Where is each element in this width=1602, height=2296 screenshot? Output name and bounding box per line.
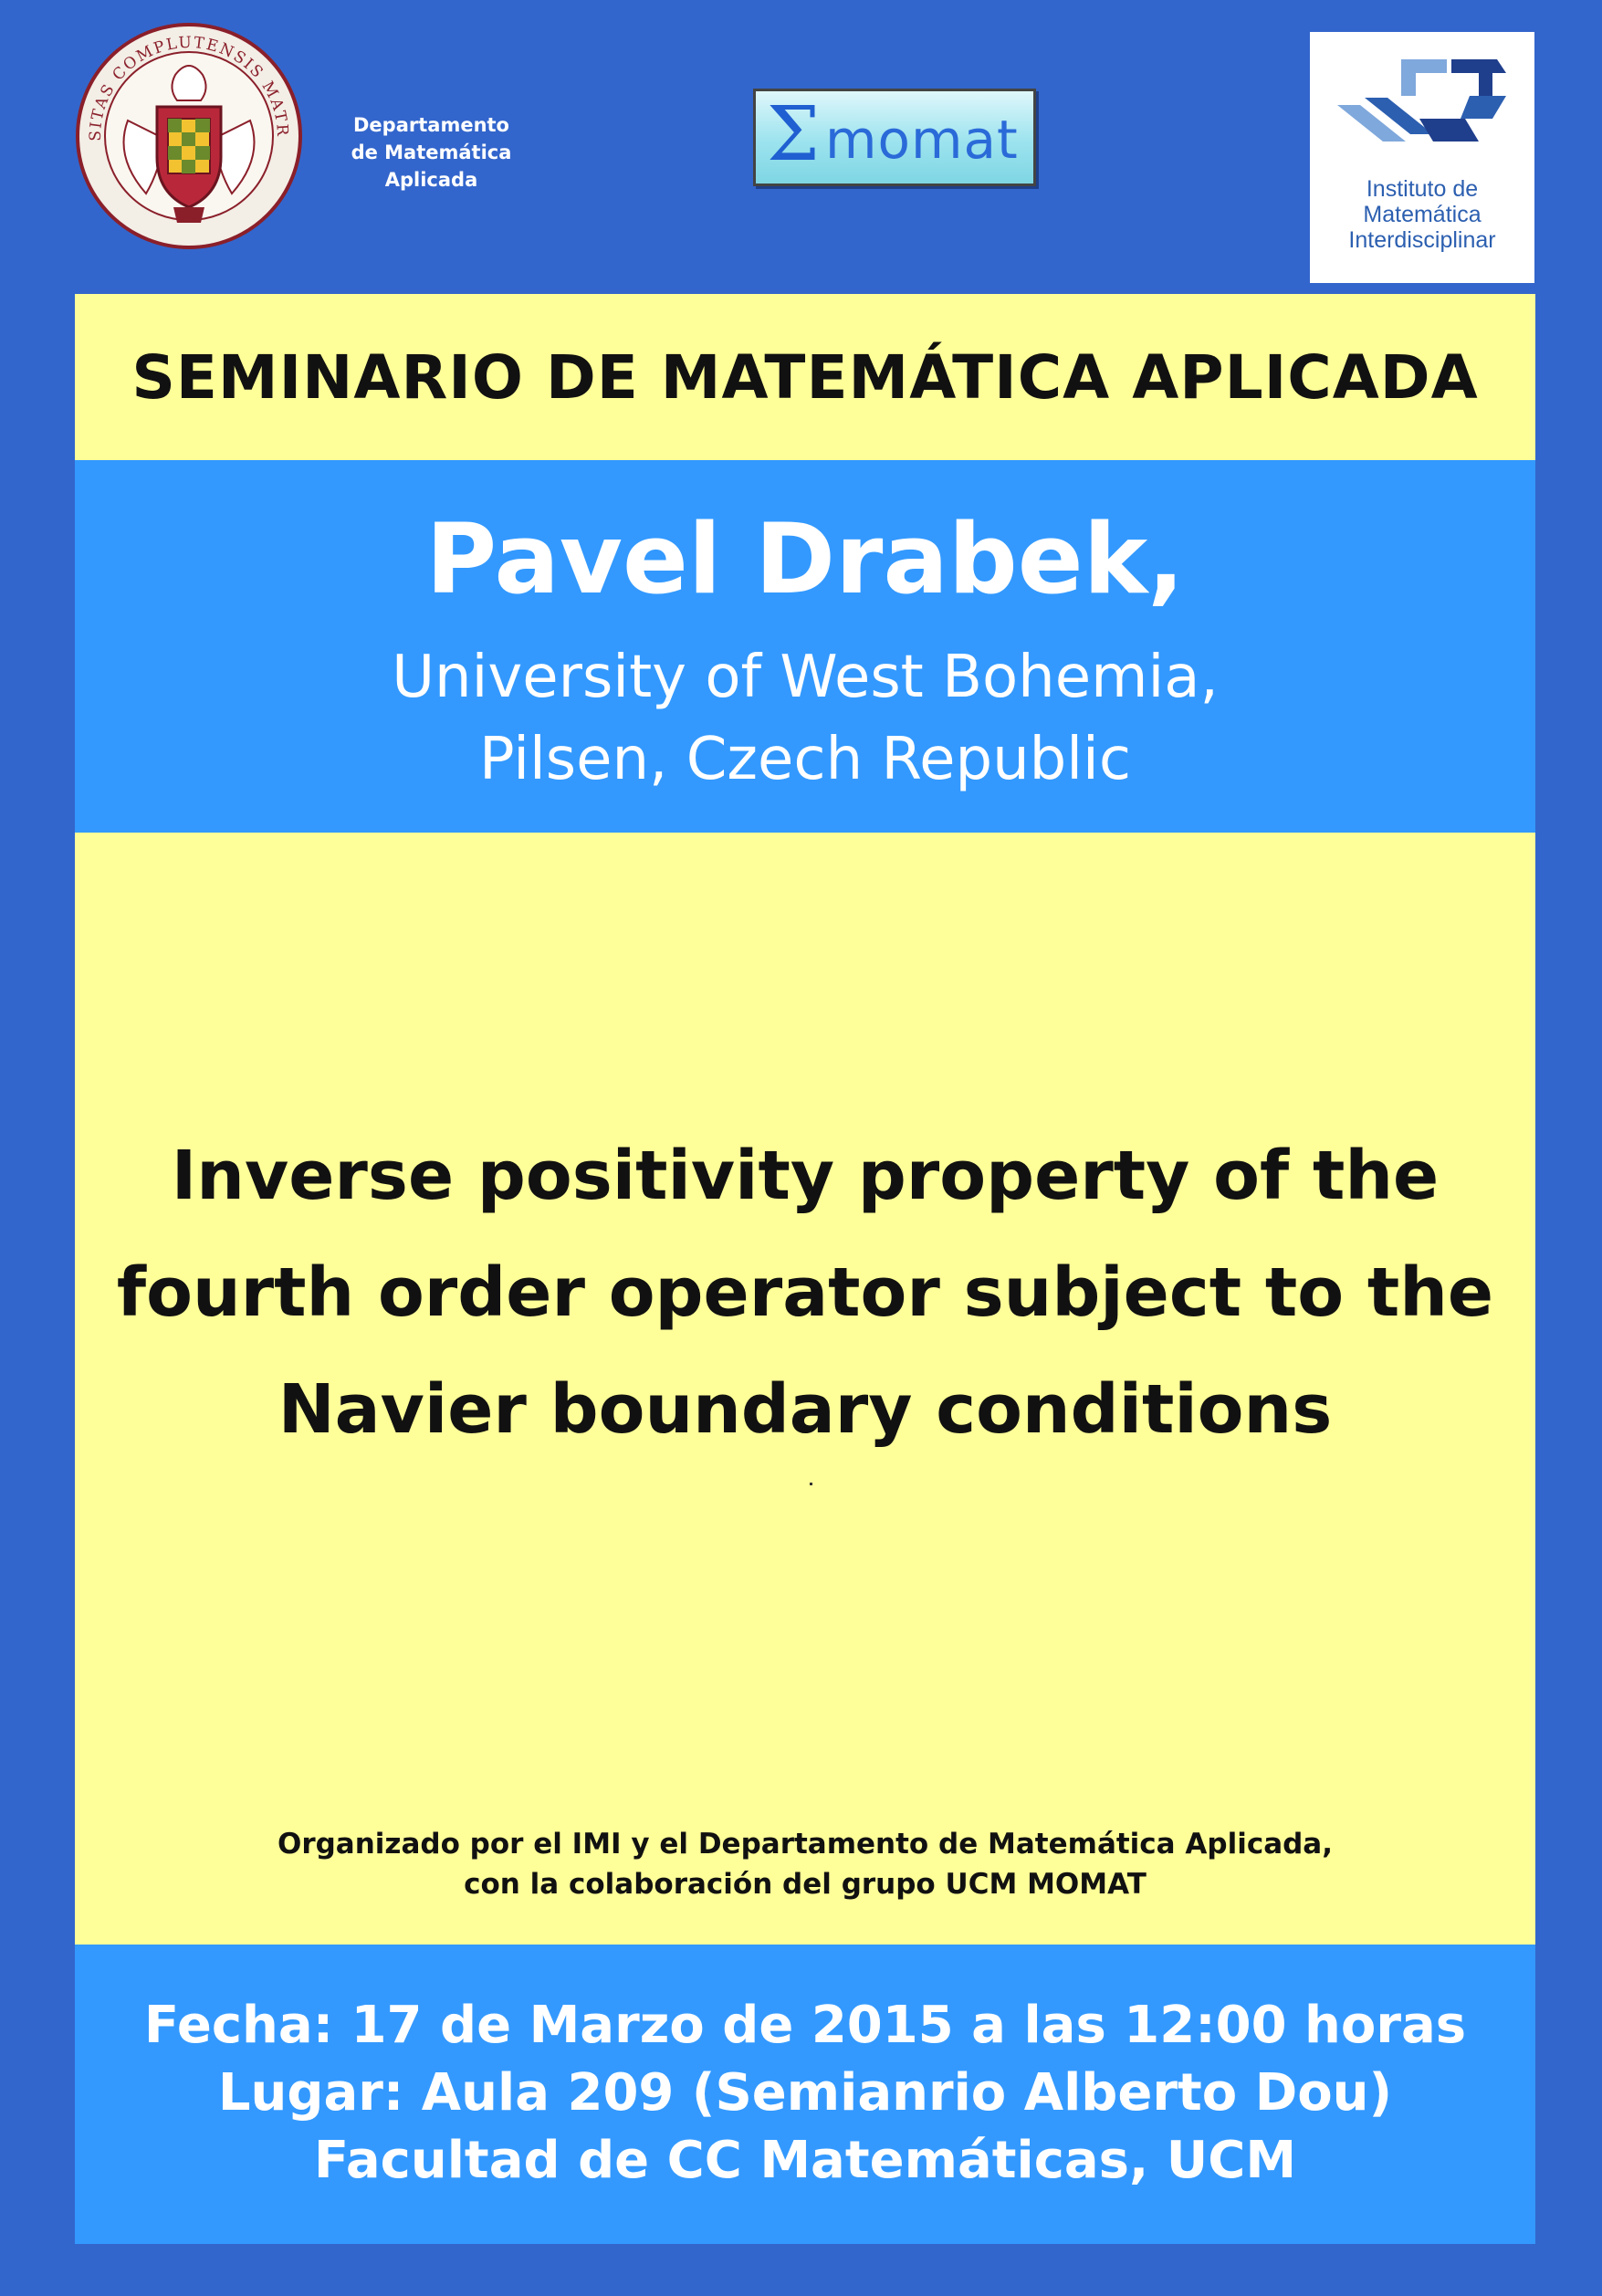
- seminar-title-band: [75, 294, 1535, 460]
- ucm-seal-icon: [73, 20, 305, 252]
- momat-text: momat: [824, 108, 1019, 171]
- department-line-3: Aplicada: [384, 169, 478, 191]
- speaker-affiliation-line-2: Pilsen, Czech Republic: [479, 726, 1131, 793]
- organizer-line-2: con la colaboración del grupo UCM MOMAT: [464, 1868, 1147, 1901]
- imi-line-1: Instituto de: [1366, 176, 1479, 202]
- imi-line-3: Interdisciplinar: [1348, 227, 1496, 253]
- momat-sigma: Σ: [767, 90, 820, 178]
- imi-logo-icon: [1310, 32, 1534, 283]
- ucm-seal-ring-text: SITAS COMPLUTENSIS MATR: [86, 33, 292, 142]
- event-info-band: [75, 1945, 1535, 2244]
- talk-band: [75, 833, 1535, 1945]
- imi-text: [1310, 176, 1534, 253]
- talk-title-line-2: fourth order operator subject to the: [116, 1253, 1494, 1332]
- talk-title: [75, 1117, 1535, 1468]
- organizer-line-1: Organizado por el IMI y el Departamento de Matemática Aplicada,: [277, 1828, 1334, 1861]
- momat-logo-icon: [753, 89, 1036, 186]
- imi-line-2: Matemática: [1363, 202, 1482, 227]
- stray-dot: [810, 1483, 812, 1485]
- department-line-1: Departamento: [353, 114, 509, 136]
- department-line-2: de Matemática: [351, 142, 512, 163]
- event-place: Lugar: Aula 209 (Semianrio Alberto Dou): [217, 2063, 1393, 2123]
- speaker-band: [75, 460, 1535, 833]
- talk-title-line-1: Inverse positivity property of the: [171, 1137, 1440, 1215]
- department-label: [329, 111, 534, 194]
- seminar-title: SEMINARIO DE MATEMÁTICA APLICADA: [131, 341, 1479, 413]
- event-faculty: Facultad de CC Matemáticas, UCM: [313, 2131, 1297, 2190]
- event-date: Fecha: 17 de Marzo de 2015 a las 12:00 horas: [143, 1996, 1467, 2055]
- organizer-note: [75, 1824, 1535, 1904]
- speaker-affiliation-line-1: University of West Bohemia,: [392, 644, 1219, 711]
- event-info: [75, 1992, 1535, 2195]
- speaker-name: Pavel Drabek,: [425, 503, 1185, 615]
- talk-title-line-3: Navier boundary conditions: [277, 1370, 1333, 1449]
